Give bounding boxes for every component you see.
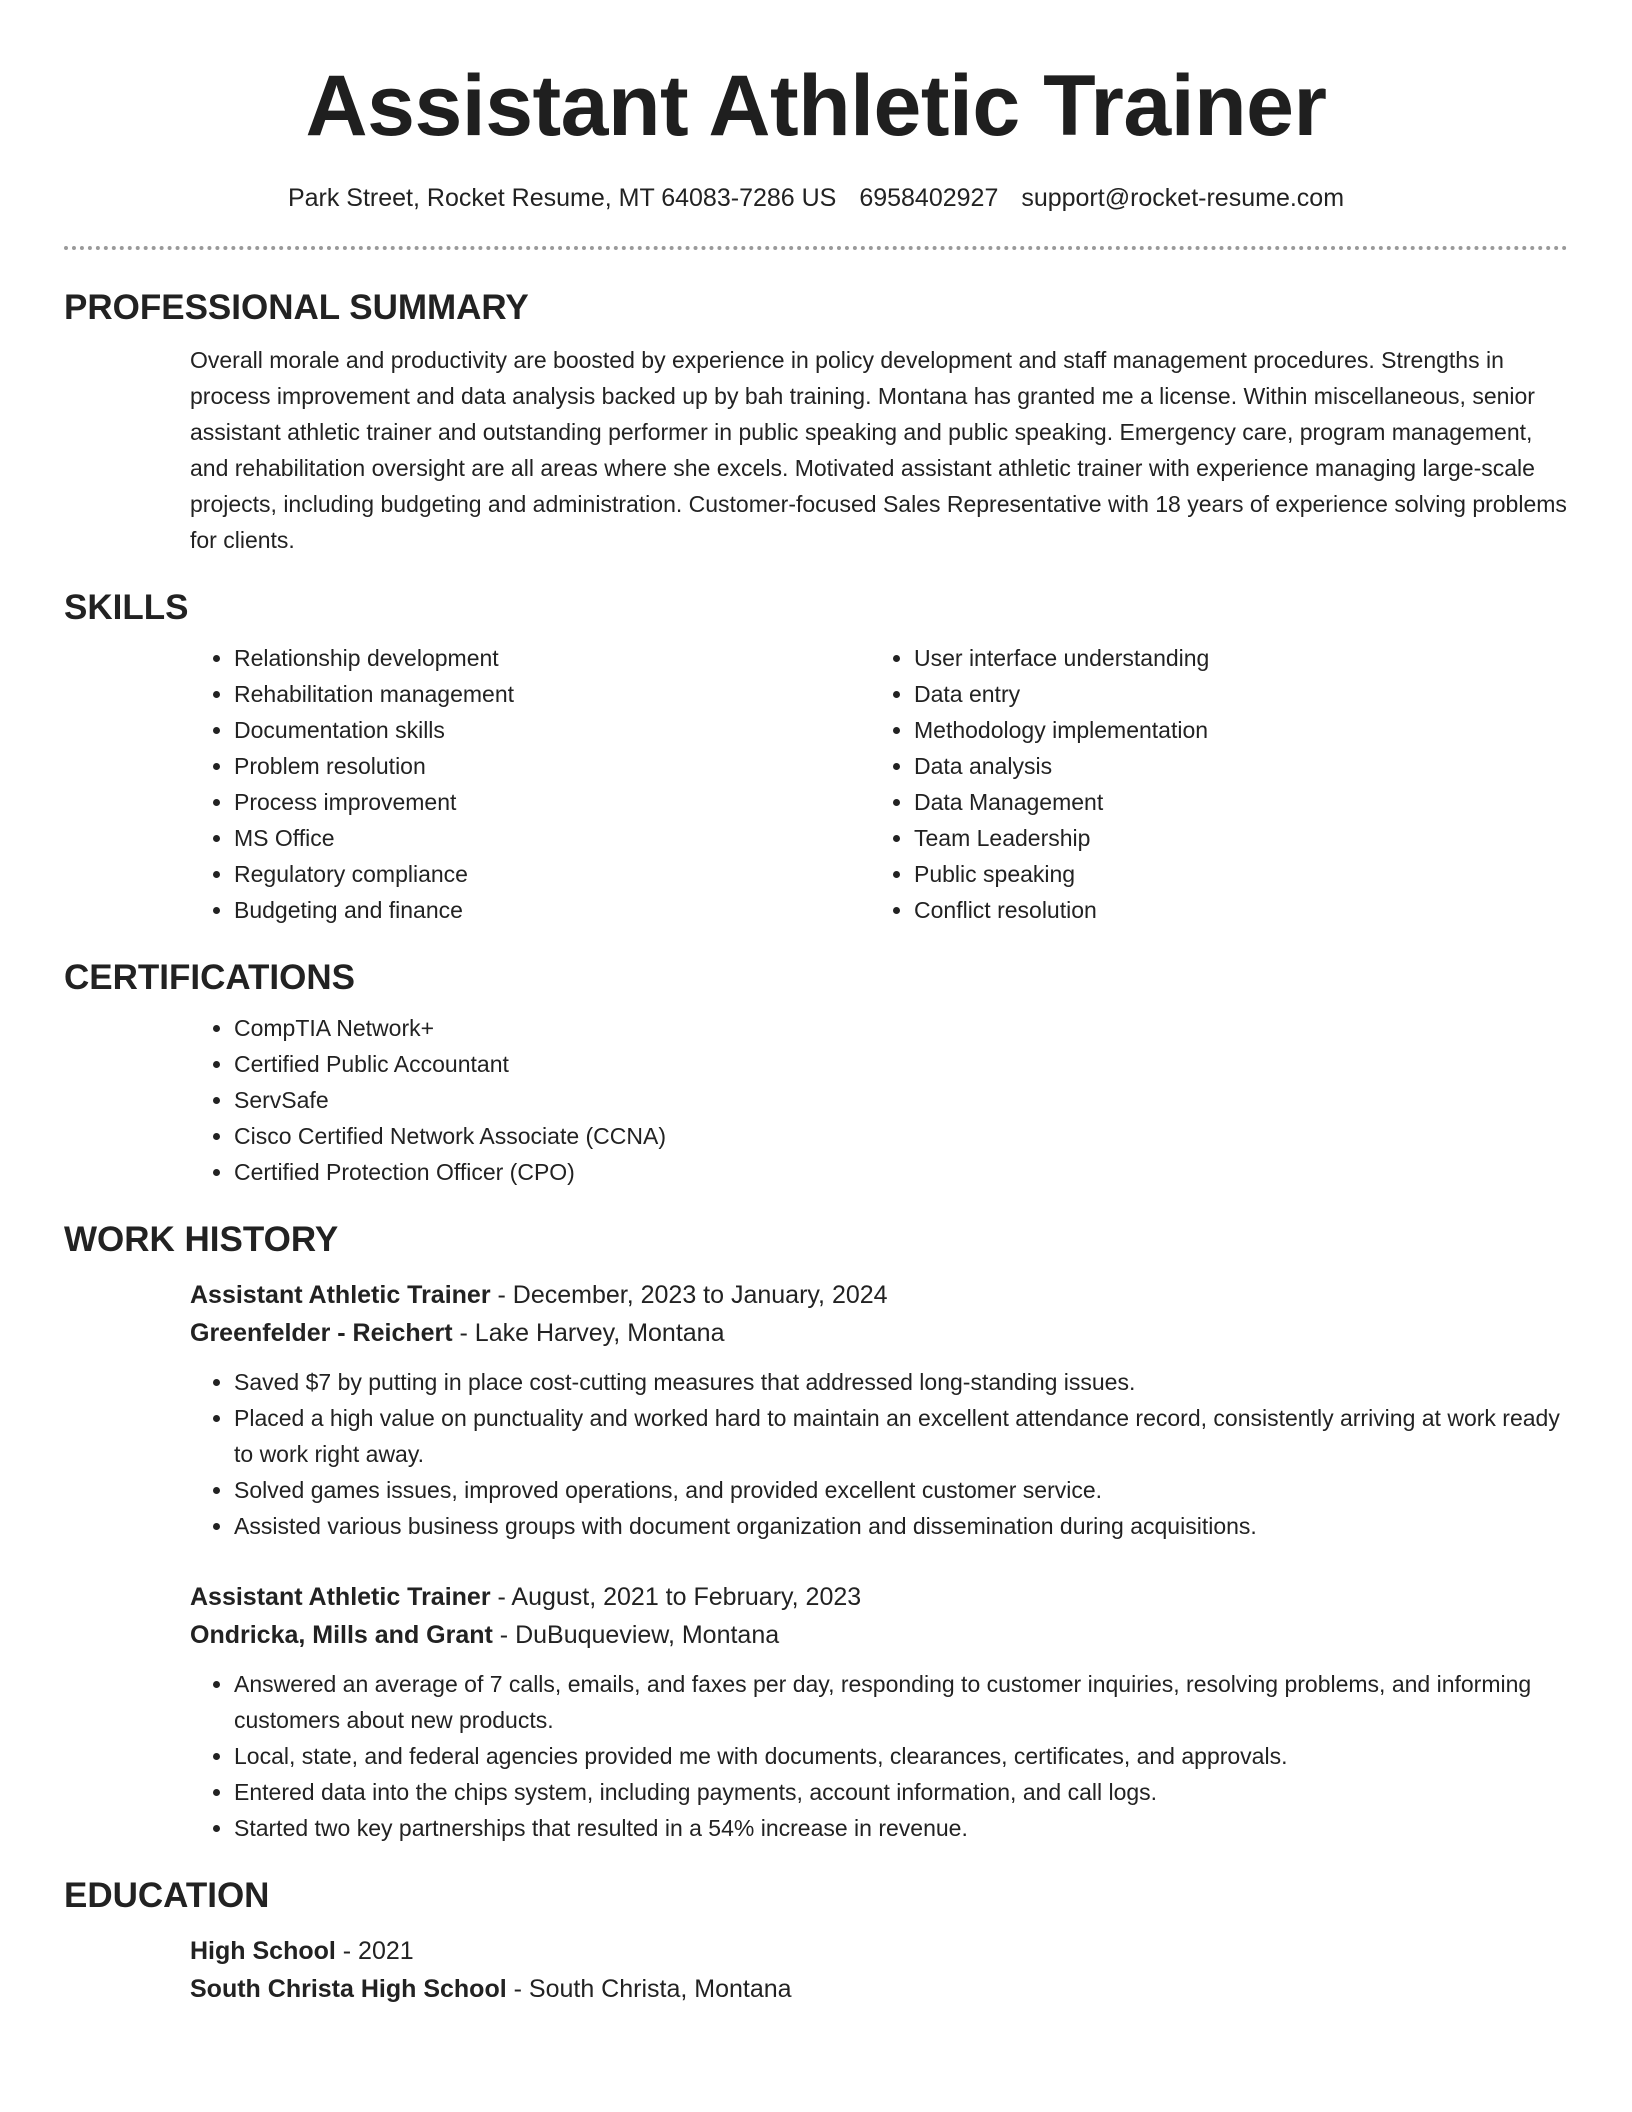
work-history-body xyxy=(190,1276,1568,1846)
certification-item: • CompTIA Network+ xyxy=(234,1010,1568,1046)
skill-item: • Relationship development xyxy=(234,640,870,676)
header-divider xyxy=(64,246,1568,250)
skill-item: • User interface understanding xyxy=(914,640,1568,676)
job-location: - DuBuqueview, Montana xyxy=(492,1621,780,1649)
certification-item: • ServSafe xyxy=(234,1082,1568,1118)
job-company-line xyxy=(190,1314,1568,1352)
job-bullet: • Entered data into the chips system, including payments, account information, and call logs. xyxy=(234,1774,1568,1810)
certification-item: • Certified Public Accountant xyxy=(234,1046,1568,1082)
skill-item: • Data entry xyxy=(914,676,1568,712)
skill-item: • Rehabilitation management xyxy=(234,676,870,712)
skill-item: • Public speaking xyxy=(914,856,1568,892)
candidate-name: Assistant Athletic Trainer xyxy=(305,58,1327,154)
job-company: Greenfelder - Reichert xyxy=(190,1319,453,1347)
education-location: - South Christa, Montana xyxy=(506,1975,792,2003)
skill-item: • Budgeting and finance xyxy=(234,892,870,928)
job-bullet: • Started two key partnerships that resulted in a 54% increase in revenue. xyxy=(234,1810,1568,1846)
skill-item: • Documentation skills xyxy=(234,712,870,748)
skill-item: • Data Management xyxy=(914,784,1568,820)
job-bullet: • Answered an average of 7 calls, emails, and faxes per day, responding to customer inquiries, resolving problems, and informing customers about new products. xyxy=(234,1666,1568,1738)
job-bullet: • Placed a high value on punctuality and worked hard to maintain an excellent attendance record, consistently arriving at work ready to work right away. xyxy=(234,1400,1568,1472)
job-bullet: • Solved games issues, improved operations, and provided excellent customer service. xyxy=(234,1472,1568,1508)
job-bullet: • Local, state, and federal agencies provided me with documents, clearances, certificates, and approvals. xyxy=(234,1738,1568,1774)
skills-list-left xyxy=(190,640,870,928)
certifications-body xyxy=(190,1010,1568,1190)
summary-section xyxy=(64,286,1568,558)
job-company: Ondricka, Mills and Grant xyxy=(190,1621,493,1649)
summary-heading: PROFESSIONAL SUMMARY xyxy=(64,288,529,327)
job-bullets xyxy=(190,1364,1568,1544)
contact-phone: 6958402927 xyxy=(859,184,999,212)
job-location: - Lake Harvey, Montana xyxy=(452,1319,725,1347)
education-section xyxy=(64,1874,1568,2008)
contact-email: support@rocket-resume.com xyxy=(1021,184,1345,212)
skill-item: • Problem resolution xyxy=(234,748,870,784)
education-year: - 2021 xyxy=(335,1937,414,1965)
education-heading: EDUCATION xyxy=(64,1876,270,1915)
job-bullet: • Saved $7 by putting in place cost-cutting measures that addressed long-standing issues. xyxy=(234,1364,1568,1400)
skills-grid xyxy=(190,640,1568,928)
job-bullet: • Assisted various business groups with document organization and dissemination during acquisitions. xyxy=(234,1508,1568,1544)
job-entry xyxy=(190,1578,1568,1846)
job-title-line xyxy=(190,1578,1568,1616)
job-company-line xyxy=(190,1616,1568,1654)
work-history-heading: WORK HISTORY xyxy=(64,1220,339,1259)
skills-section xyxy=(64,586,1568,928)
job-bullets xyxy=(190,1666,1568,1846)
skill-item: • Regulatory compliance xyxy=(234,856,870,892)
certifications-section xyxy=(64,956,1568,1190)
job-dates: - December, 2023 to January, 2024 xyxy=(490,1281,888,1309)
job-role: Assistant Athletic Trainer xyxy=(190,1583,491,1611)
skills-heading: SKILLS xyxy=(64,588,189,627)
education-school: South Christa High School xyxy=(190,1975,507,2003)
education-degree-line xyxy=(190,1932,1568,1970)
job-title-line xyxy=(190,1276,1568,1314)
job-dates: - August, 2021 to February, 2023 xyxy=(490,1583,862,1611)
skill-item: • Data analysis xyxy=(914,748,1568,784)
skills-list-right xyxy=(870,640,1568,928)
contact-line xyxy=(64,182,1568,214)
work-history-section xyxy=(64,1218,1568,1846)
certifications-heading: CERTIFICATIONS xyxy=(64,958,356,997)
skill-item: • Methodology implementation xyxy=(914,712,1568,748)
skill-item: • MS Office xyxy=(234,820,870,856)
education-body xyxy=(190,1932,1568,2008)
skill-item: • Conflict resolution xyxy=(914,892,1568,928)
skills-body xyxy=(190,640,1568,928)
job-entry xyxy=(190,1276,1568,1544)
job-role: Assistant Athletic Trainer xyxy=(190,1281,491,1309)
certification-item: • Certified Protection Officer (CPO) xyxy=(234,1154,1568,1190)
skill-item: • Process improvement xyxy=(234,784,870,820)
education-school-line xyxy=(190,1970,1568,2008)
skill-item: • Team Leadership xyxy=(914,820,1568,856)
certification-item: • Cisco Certified Network Associate (CCNA) xyxy=(234,1118,1568,1154)
education-degree: High School xyxy=(190,1937,336,1965)
contact-address: Park Street, Rocket Resume, MT 64083-7286 US xyxy=(287,184,837,212)
certifications-list xyxy=(190,1010,1568,1190)
summary-text: Overall morale and productivity are boosted by experience in policy development and staff management procedures. Strengths in process improvement and data analysis backed up by bah training. Montana has granted me a license. Within miscellaneous, senior assistant athletic trainer and outstanding performer in public speaking and public speaking. Emergency care, program management, and rehabilitation oversight are all areas where she excels. Motivated assistant athletic trainer with experience managing large-scale projects, including budgeting and administration. Customer-focused Sales Representative with 18 years of experience solving problems for clients. xyxy=(190,347,1567,553)
